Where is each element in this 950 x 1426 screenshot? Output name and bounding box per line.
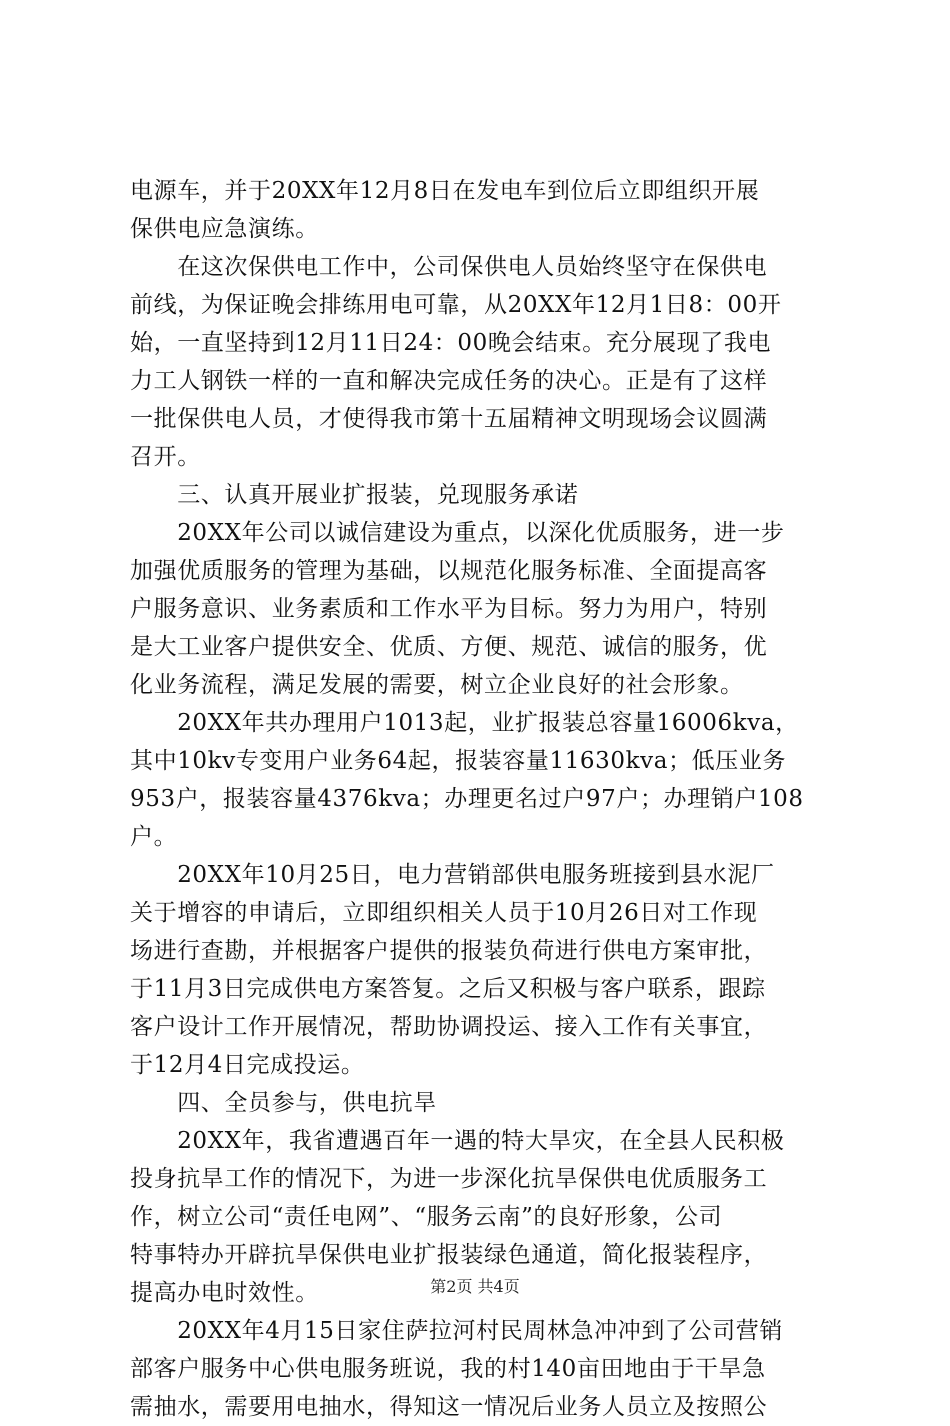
text-line: 于12月4日完成投运。 [130,1052,365,1078]
text-line: 提高办电时效性。 [130,1280,319,1306]
text-line: 其中10kv专变用户业务64起，报装容量11630kva；低压业务 [130,748,787,774]
text-line: 953户，报装容量4376kva；办理更名过户97户；办理销户108 [130,786,804,812]
text-line: 召开。 [130,444,201,470]
text-line: 需抽水，需要用电抽水，得知这一情况后业务人员立及按照公 [130,1394,768,1420]
text-line: 20XX年，我省遭遇百年一遇的特大旱灾，在全县人民积极 [130,1128,785,1154]
text-line: 于11月3日完成供电方案答复。之后又积极与客户联系，跟踪 [130,976,766,1002]
text-line: 三、认真开展业扩报装，兑现服务承诺 [130,482,579,508]
text-line: 关于增容的申请后，立即组织相关人员于10月26日对工作现 [130,900,758,926]
text-line: 化业务流程，满足发展的需要，树立企业良好的社会形象。 [130,672,744,698]
text-line: 始，一直坚持到12月11日24：00晚会结束。充分展现了我电 [130,330,772,356]
text-line: 加强优质服务的管理为基础，以规范化服务标准、全面提高客 [130,558,768,584]
document-body [130,172,830,1426]
text-line: 力工人钢铁一样的一直和解决完成任务的决心。正是有了这样 [130,368,768,394]
text-line: 是大工业客户提供安全、优质、方便、规范、诚信的服务，优 [130,634,768,660]
text-line: 作，树立公司“责任电网”、“服务云南”的良好形象，公司 [130,1204,723,1230]
text-line: 20XX年公司以诚信建设为重点，以深化优质服务，进一步 [130,520,785,546]
text-line: 四、全员参与，供电抗旱 [130,1090,437,1116]
text-line: 电源车，并于20XX年12月8日在发电车到位后立即组织开展 [130,178,760,204]
text-line: 前线，为保证晚会排练用电可靠，从20XX年12月1日8：00开 [130,292,782,318]
text-line: 客户设计工作开展情况，帮助协调投运、接入工作有关事宜， [130,1014,768,1040]
text-line: 场进行查勘，并根据客户提供的报装负荷进行供电方案审批， [130,938,768,964]
text-line: 部客户服务中心供电服务班说，我的村140亩田地由于干旱急 [130,1356,766,1382]
text-line: 一批保供电人员，才使得我市第十五届精神文明现场会议圆满 [130,406,768,432]
page-footer: 第2页 共4页 [430,1277,520,1296]
text-line: 特事特办开辟抗旱保供电业扩报装绿色通道，简化报装程序， [130,1242,768,1268]
text-line: 20XX年共办理用户1013起，业扩报装总容量16006kva， [130,710,799,736]
text-line: 在这次保供电工作中，公司保供电人员始终坚守在保供电 [130,254,768,280]
text-line: 20XX年4月15日家住萨拉河村民周林急冲冲到了公司营销 [130,1318,783,1344]
text-line: 保供电应急演练。 [130,216,319,242]
text-line: 投身抗旱工作的情况下，为进一步深化抗旱保供电优质服务工 [130,1166,768,1192]
text-line: 20XX年10月25日，电力营销部供电服务班接到县水泥厂 [130,862,775,888]
text-line: 户。 [130,824,178,850]
text-line: 户服务意识、业务素质和工作水平为目标。努力为用户，特别 [130,596,768,622]
